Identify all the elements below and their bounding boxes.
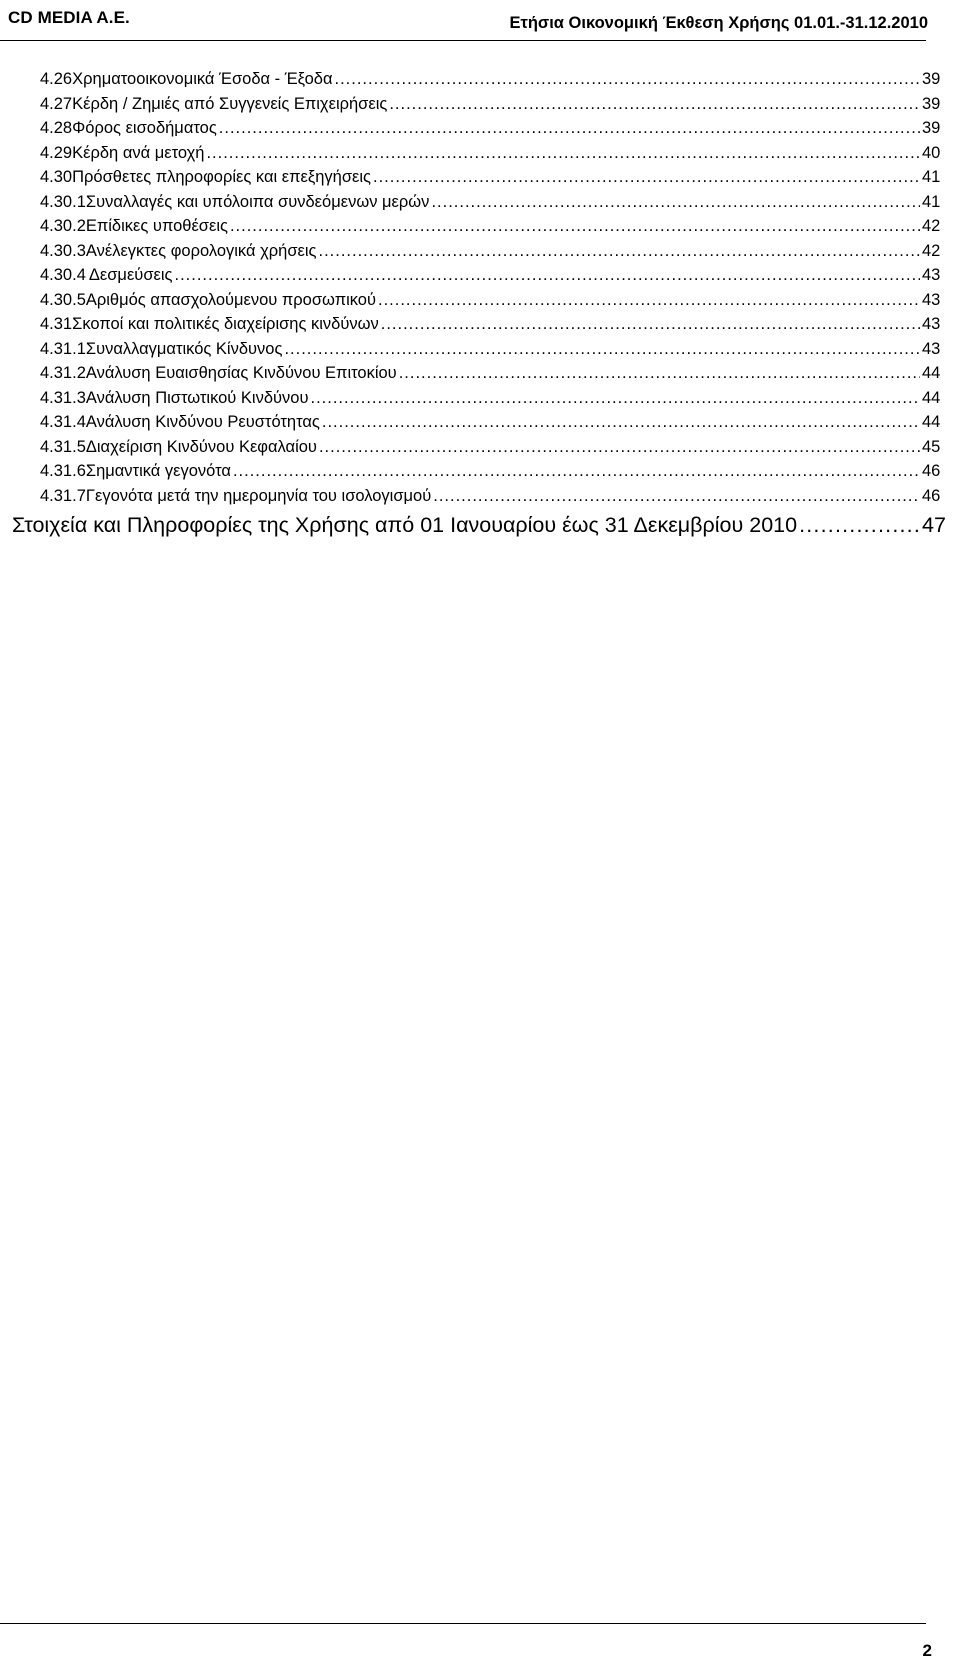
toc-entry-number: 4.30.2 (40, 217, 86, 235)
toc-entry-number: 4.30 (40, 168, 73, 186)
toc-entry-title: Κέρδη / Ζημιές από Συγγενείς Επιχειρήσεις (72, 94, 388, 113)
toc-entry[interactable] (40, 337, 940, 362)
toc-entry[interactable] (40, 92, 940, 117)
toc-entry-title: Πρόσθετες πληροφορίες και επεξηγήσεις (72, 168, 372, 186)
toc-entry-number: 4.30.5 (40, 290, 86, 309)
toc-entry[interactable] (40, 165, 940, 190)
toc-entry-number: 4.29 (40, 143, 73, 162)
toc-entry-page: 39 (922, 119, 941, 137)
toc-entry[interactable] (40, 67, 940, 92)
toc-entry-title: Σκοποί και πολιτικές διαχείρισης κινδύνων (72, 315, 379, 333)
toc-entry-page: 46 (922, 462, 941, 480)
dot-leader (174, 263, 920, 288)
toc-entry-title: Συναλλαγματικός Κίνδυνος (85, 339, 283, 358)
dot-leader (389, 92, 920, 117)
toc-entry-page: 45 (922, 437, 941, 456)
toc-entry[interactable] (40, 190, 940, 215)
toc-entry-number: 4.31.6 (40, 462, 86, 480)
toc-entry-page: 43 (922, 339, 941, 358)
page-header (0, 0, 960, 44)
table-of-contents (12, 67, 946, 542)
dot-leader (233, 459, 920, 484)
toc-entry[interactable] (40, 386, 940, 411)
toc-entry-number: 4.30.1 (40, 192, 86, 211)
toc-entry-page: 40 (922, 143, 941, 162)
toc-entry-title: Στοιχεία και Πληροφορίες της Χρήσης από 01 Ιανουαρίου έως 31 Δεκεμβρίου 2010 (12, 513, 798, 537)
report-title: Ετήσια Οικονομική Έκθεση Χρήσης 01.01.-31.12.2010 (509, 14, 928, 32)
toc-entry-page: 43 (922, 315, 941, 333)
dot-leader (335, 67, 920, 92)
toc-entry-title: Δεσμεύσεις (88, 266, 173, 284)
toc-entry-page: 44 (922, 364, 941, 382)
dot-leader (399, 361, 920, 386)
toc-entry[interactable] (40, 239, 940, 264)
toc-entry-number: 4.31.4 (40, 413, 86, 431)
toc-entry-title: Ανέλεγκτες φορολογικά χρήσεις (85, 241, 317, 260)
dot-leader (433, 484, 920, 509)
toc-entry-page: 43 (922, 290, 941, 309)
toc-entry[interactable] (40, 116, 940, 141)
toc-entry-title: Συναλλαγές και υπόλοιπα συνδεόμενων μερών (85, 192, 430, 211)
dot-leader (322, 410, 920, 435)
dot-leader (230, 214, 920, 239)
toc-entry-number: 4.28 (40, 119, 73, 137)
toc-entry-title: Επίδικες υποθέσεις (85, 217, 228, 235)
dot-leader (378, 288, 920, 313)
toc-entry-title: Αριθμός απασχολούμενου προσωπικού (85, 290, 376, 309)
toc-entry[interactable] (40, 435, 940, 460)
toc-entry-number: 4.30.4 (40, 266, 86, 284)
toc-entry-page: 46 (922, 486, 941, 505)
dot-leader (319, 435, 920, 460)
toc-entry-number: 4.31.1 (40, 339, 86, 358)
header-divider (0, 40, 926, 41)
dot-leader (284, 337, 920, 362)
dot-leader (373, 165, 920, 190)
toc-entry-page: 44 (922, 413, 941, 431)
toc-entry[interactable] (40, 459, 940, 484)
toc-entry-number: 4.31.3 (40, 388, 86, 407)
toc-entry-title: Φόρος εισοδήματος (72, 119, 217, 137)
toc-entry-page: 44 (922, 388, 941, 407)
toc-entry[interactable] (40, 214, 940, 239)
toc-entry[interactable] (40, 312, 940, 337)
company-name: CD MEDIA A.E. (8, 8, 130, 27)
toc-entry-page: 41 (922, 192, 941, 211)
toc-entry-title: Χρηματοοικονομικά Έσοδα - Έξοδα (72, 70, 333, 88)
toc-entry-number: 4.31.5 (40, 437, 86, 456)
dot-leader (431, 190, 920, 215)
toc-entry-number: 4.30.3 (40, 241, 86, 260)
dot-leader (799, 508, 920, 542)
toc-entry-page: 39 (922, 94, 941, 113)
page-number: 2 (922, 1641, 932, 1660)
toc-entry-title: Σημαντικά γεγονότα (85, 462, 231, 480)
toc-entry-number: 4.26 (40, 70, 73, 88)
dot-leader (219, 116, 920, 141)
toc-entry-page: 42 (922, 241, 941, 260)
toc-entry-title: Ανάλυση Πιστωτικού Κινδύνου (85, 388, 309, 407)
toc-entry-page: 41 (922, 168, 941, 186)
toc-entry-title: Διαχείριση Κινδύνου Κεφαλαίου (85, 437, 317, 456)
toc-entry[interactable] (40, 288, 940, 313)
toc-entry-number: 4.31.7 (40, 486, 86, 505)
toc-entry[interactable] (40, 263, 940, 288)
toc-entry-page: 42 (922, 217, 941, 235)
toc-entry-number: 4.31 (40, 315, 73, 333)
toc-entry-title: Κέρδη ανά μετοχή (72, 143, 205, 162)
toc-entry[interactable] (40, 410, 940, 435)
toc-entry-number: 4.27 (40, 94, 73, 113)
dot-leader (311, 386, 921, 411)
dot-leader (318, 239, 920, 264)
toc-entry[interactable] (40, 361, 940, 386)
toc-entry[interactable] (40, 484, 940, 509)
toc-entry-title: Ανάλυση Ευαισθησίας Κινδύνου Επιτοκίου (85, 364, 397, 382)
toc-entry[interactable] (12, 508, 946, 542)
dot-leader (381, 312, 920, 337)
toc-entry-title: Ανάλυση Κινδύνου Ρευστότητας (85, 413, 320, 431)
footer-divider (0, 1623, 926, 1624)
toc-entry-page: 47 (922, 513, 946, 537)
toc-entry-title: Γεγονότα μετά την ημερομηνία του ισολογισμού (85, 486, 432, 505)
toc-entry-page: 39 (922, 70, 941, 88)
toc-entry[interactable] (40, 141, 940, 166)
toc-entry-page: 43 (922, 266, 941, 284)
toc-entry-number: 4.31.2 (40, 364, 86, 382)
dot-leader (206, 141, 920, 166)
